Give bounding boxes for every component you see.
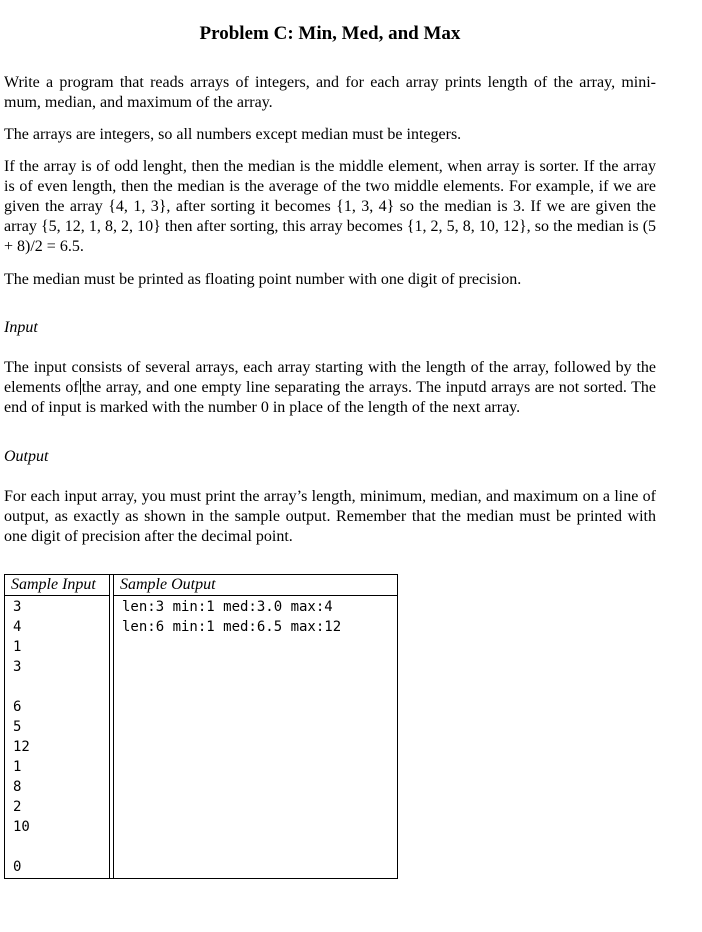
p3-text-c: so the median is 3. If we are given the array [4, 198, 657, 235]
page-title: Problem C: Min, Med, and Max [199, 23, 461, 44]
output-description: For each input array, you must print the array’s length, minimum, median, and maximum on a line of output, as exactly as shown in the sample output. Remember that the median must be printed with one digit of precision after the decimal point. [4, 488, 656, 545]
median-formula: (5 + 8)/2 = 6.5 [4, 218, 657, 255]
example-array-2: {5, 12, 1, 8, 2, 10} [40, 218, 161, 235]
text-cursor [80, 378, 81, 395]
sample-input-line: 10 [13, 819, 30, 835]
sample-input-line: 1 [13, 759, 22, 775]
intro-paragraph-3 [4, 157, 656, 257]
intro-paragraph-1 [4, 73, 656, 113]
sample-output-lines [122, 597, 341, 637]
output-heading: Output [4, 448, 49, 465]
sample-input-line [13, 837, 30, 857]
intro-paragraph-1-line-2: mum, median, and maximum of the array. [4, 94, 273, 111]
sample-output-header: Sample Output [114, 575, 398, 596]
sample-input-line: 4 [13, 619, 22, 635]
sample-output-column [113, 575, 398, 878]
sample-input-line: 3 [13, 599, 22, 615]
sample-input-line: 6 [13, 699, 22, 715]
sample-input-line: 5 [13, 719, 22, 735]
sample-input-lines [13, 597, 30, 877]
input-heading: Input [4, 319, 38, 336]
input-description-b: the array, and one empty line separating the arrays. The inputd arrays are not sorted. The end of input is marked with the number 0 in place of the length of the next array. [4, 379, 656, 416]
intro-paragraph-1-line-1: Write a program that reads arrays of integers, and for each array prints length of the array, mini- [4, 74, 656, 91]
sample-input-header: Sample Input [5, 575, 109, 596]
sorted-array-1: {1, 3, 4} [336, 198, 395, 215]
intro-paragraph-2: The arrays are integers, so all numbers except median must be integers. [4, 126, 462, 143]
sample-input-line: 0 [13, 859, 22, 875]
p3-text-f: . [79, 238, 84, 255]
input-description [4, 358, 656, 418]
p3-text-d: then after sorting, this array becomes [160, 218, 407, 235]
sample-table [4, 574, 398, 879]
sample-input-line [13, 677, 30, 697]
sample-input-line: 3 [13, 659, 22, 675]
input-description-a: The input consists of several arrays, each array starting with the length of the array, followed by the elements of [4, 359, 656, 396]
p3-text-b: , after sorting it becomes [166, 198, 337, 215]
sample-input-line: 2 [13, 799, 22, 815]
example-array-1: {4, 1, 3} [108, 198, 167, 215]
p3-text-e: , so the median is [526, 218, 643, 235]
p3-text-a: If the array is of odd lenght, then the median is the middle element, when array is sorter. If the array is of even length, then the median is the average of the two middle elements. For example, if we are given the array [4, 158, 656, 215]
sample-input-line: 12 [13, 739, 30, 755]
sample-input-line: 8 [13, 779, 22, 795]
sample-input-column [5, 575, 110, 878]
sorted-array-2: {1, 2, 5, 8, 10, 12} [406, 218, 527, 235]
sample-output-line: len:6 min:1 med:6.5 max:12 [122, 619, 342, 635]
intro-paragraph-4: The median must be printed as floating point number with one digit of precision. [4, 271, 522, 288]
sample-input-line: 1 [13, 639, 22, 655]
sample-output-line: len:3 min:1 med:3.0 max:4 [122, 599, 333, 615]
